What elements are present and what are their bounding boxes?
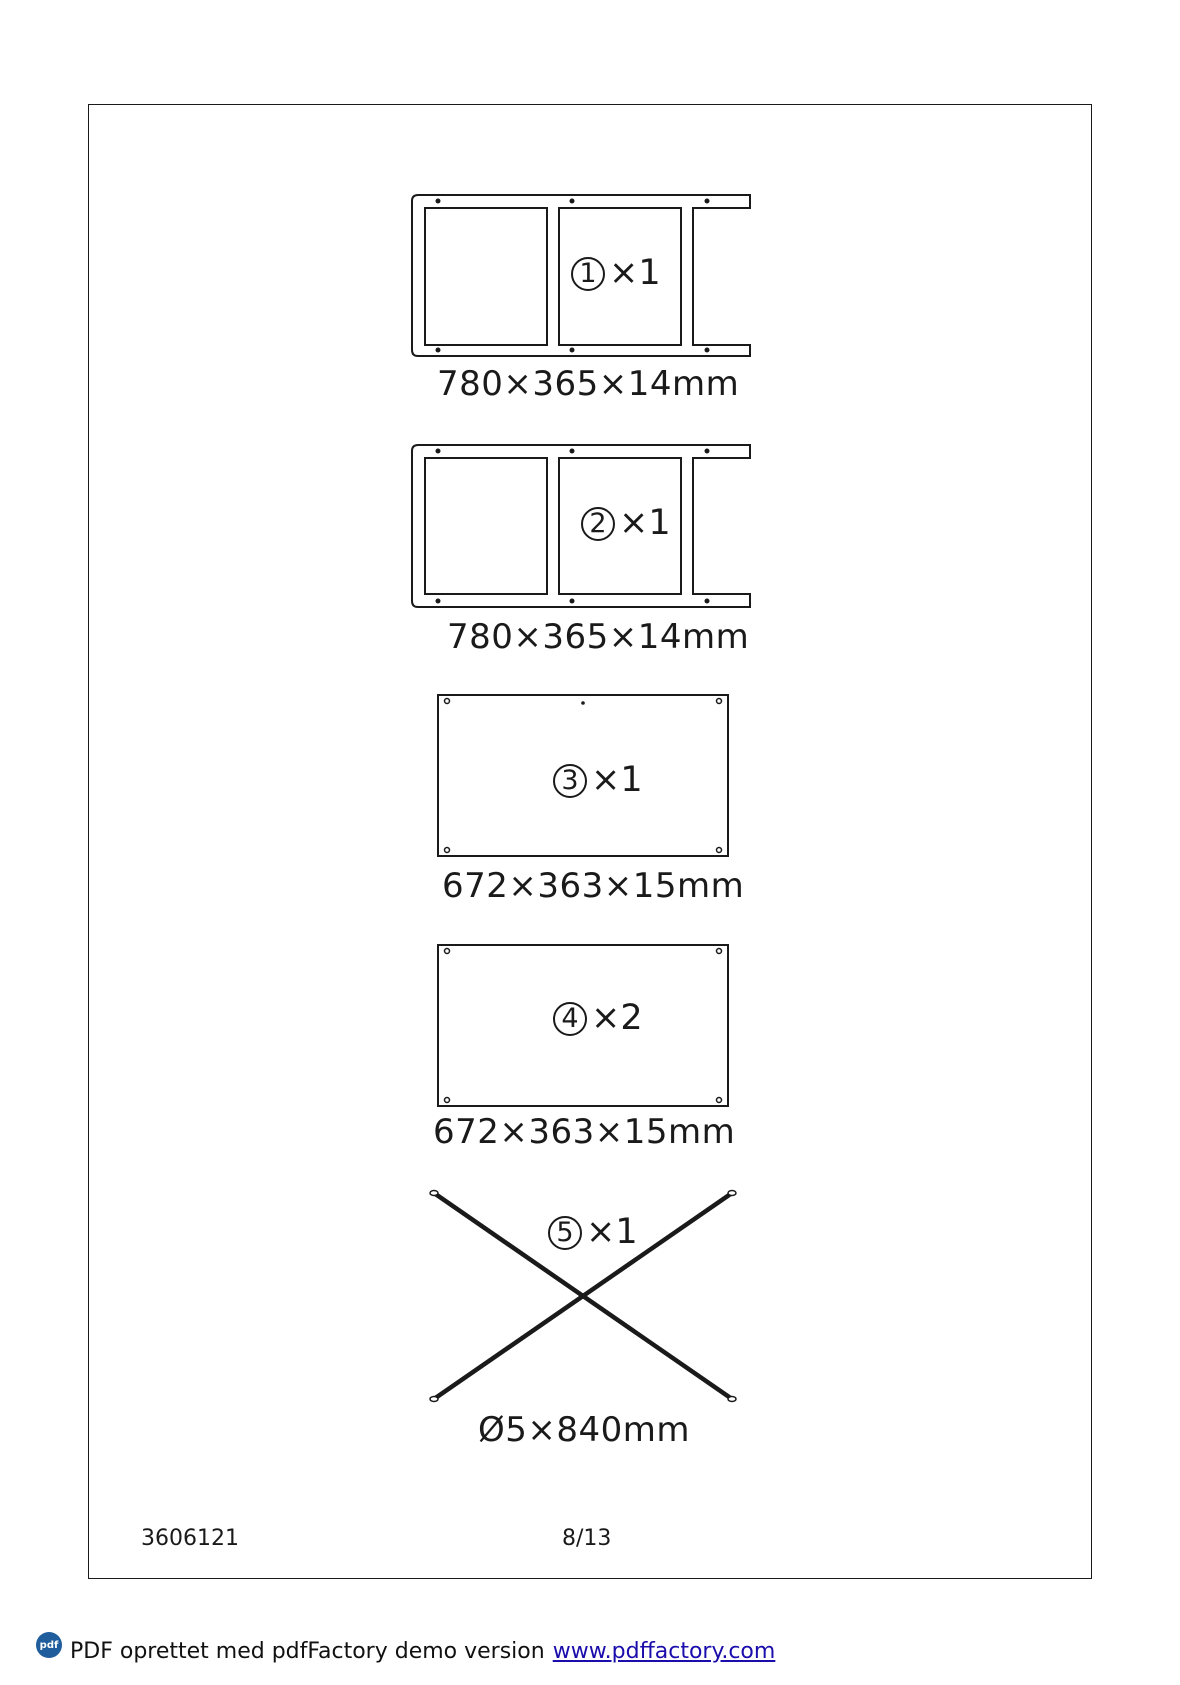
pdf-watermark <box>36 1636 775 1666</box>
part-2-dimensions: 780×365×14mm <box>447 617 750 657</box>
part-number-badge: 4 <box>553 1002 587 1036</box>
part-2-quantity <box>581 503 671 543</box>
part-1-quantity <box>571 253 661 293</box>
quantity-label: ×1 <box>619 503 671 543</box>
part-number-badge: 2 <box>581 507 615 541</box>
part-4-quantity <box>553 998 643 1038</box>
part-3-quantity <box>553 760 643 800</box>
part-number-badge: 3 <box>553 764 587 798</box>
part-5-quantity <box>548 1212 638 1252</box>
pdffactory-link[interactable]: www.pdffactory.com <box>552 1638 776 1664</box>
quantity-label: ×1 <box>609 253 661 293</box>
article-number: 3606121 <box>141 1526 239 1551</box>
part-3-dimensions: 672×363×15mm <box>442 866 745 906</box>
pdffactory-logo-icon: pdf <box>36 1632 62 1658</box>
part-5-dimensions: Ø5×840mm <box>478 1410 691 1450</box>
part-number-badge: 1 <box>571 257 605 291</box>
part-1-dimensions: 780×365×14mm <box>437 364 740 404</box>
quantity-label: ×1 <box>586 1212 638 1252</box>
watermark-text: PDF oprettet med pdfFactory demo version <box>70 1638 545 1664</box>
quantity-label: ×2 <box>591 998 643 1038</box>
part-number-badge: 5 <box>548 1216 582 1250</box>
page-number: 8/13 <box>562 1526 612 1551</box>
part-4-dimensions: 672×363×15mm <box>433 1112 736 1152</box>
quantity-label: ×1 <box>591 760 643 800</box>
